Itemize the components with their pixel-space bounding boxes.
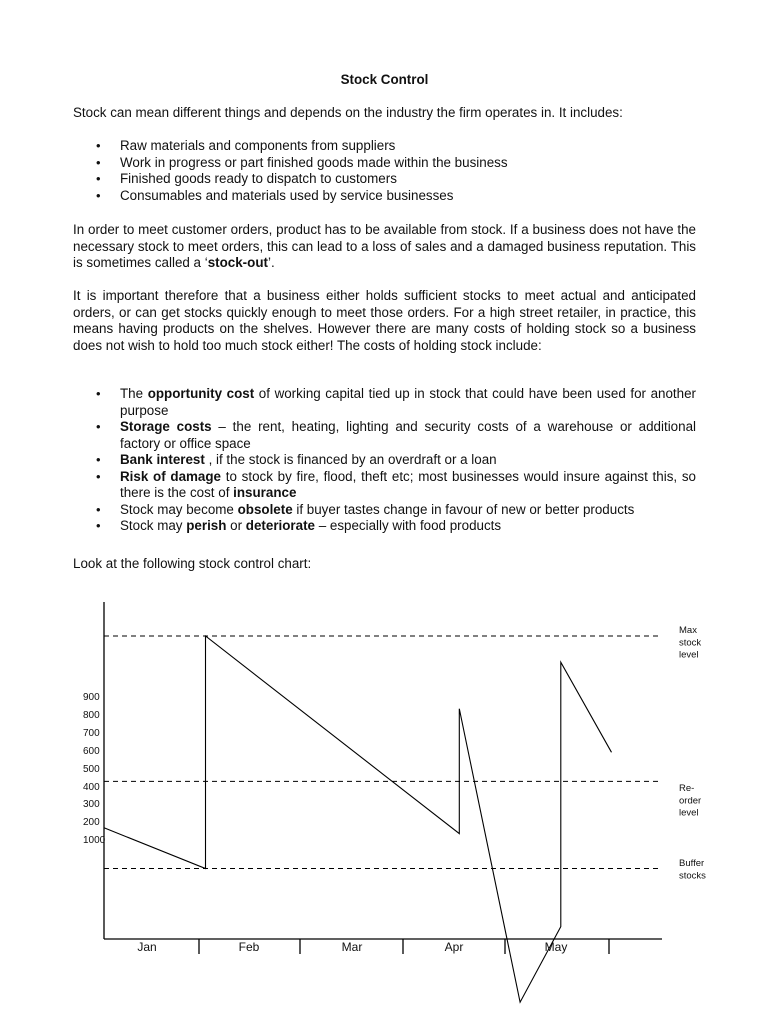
stock-out-paragraph xyxy=(73,222,696,272)
key-term: insurance xyxy=(233,485,297,500)
y-tick-label: 500 xyxy=(83,764,100,775)
y-tick-label: 300 xyxy=(83,799,100,810)
holding-costs-list xyxy=(73,386,696,535)
holding-cost-item xyxy=(73,419,696,452)
cost-text: – the rent, heating, lighting and security costs of a warehouse or additional factory or office space xyxy=(120,419,696,451)
y-tick-label: 900 xyxy=(83,692,100,703)
holding-cost-item xyxy=(73,452,696,469)
level-label: Re- xyxy=(679,783,695,794)
key-term: Risk of damage xyxy=(120,468,222,484)
holding-cost-item xyxy=(73,386,696,419)
y-tick-label: 600 xyxy=(83,746,100,757)
cost-text: Stock may xyxy=(120,518,187,533)
level-label: order xyxy=(679,795,702,807)
cost-text: to stock by fire, flood, theft etc; most businesses would insure against this, so there is the cost of xyxy=(120,468,696,500)
cost-text: Stock may become xyxy=(120,501,238,517)
document-title: Stock Control xyxy=(340,72,429,87)
level-label: Buffer xyxy=(679,858,705,869)
level-label: Max xyxy=(679,625,697,636)
stock-type-item: • Work in progress or part finished goods made within the business xyxy=(73,155,696,172)
y-tick-label: 700 xyxy=(83,728,100,739)
stock-type-item: • Finished goods ready to dispatch to customers xyxy=(73,171,696,188)
holding-cost-item xyxy=(73,469,696,502)
x-tick-label: Mar xyxy=(341,940,363,954)
y-tick-label: 400 xyxy=(83,782,100,793)
x-tick-label: Apr xyxy=(444,940,464,954)
x-tick-label: Feb xyxy=(238,940,260,954)
y-tick-label: 1000 xyxy=(83,835,106,846)
key-term: deteriorate xyxy=(245,518,315,533)
stock-types-list xyxy=(73,138,696,204)
key-term: obsolete xyxy=(237,501,293,517)
stock-type-item: • Consumables and materials used by service businesses xyxy=(73,188,696,205)
key-term: perish xyxy=(186,518,227,533)
holding-cost-item xyxy=(73,518,696,535)
cost-text: or xyxy=(226,518,246,533)
x-tick-label: May xyxy=(544,940,568,954)
stock-type-item: • Raw materials and components from suppliers xyxy=(73,138,696,155)
level-label: level xyxy=(679,649,699,661)
level-label: stocks xyxy=(679,870,706,882)
cost-text: , if the stock is financed by an overdraft or a loan xyxy=(204,452,497,467)
key-term: opportunity cost xyxy=(147,386,255,401)
cost-text: of working capital tied up in stock that could have been used for another purpose xyxy=(120,386,697,418)
cost-text: The xyxy=(120,386,148,401)
level-label: stock xyxy=(679,637,702,649)
key-term: Bank interest xyxy=(120,452,205,467)
y-tick-label: 200 xyxy=(83,817,100,828)
stock-out-term: stock-out xyxy=(207,255,268,270)
cost-text: – especially with food products xyxy=(315,518,502,533)
cost-text: if buyer tastes change in favour of new or better products xyxy=(292,501,635,517)
holding-stock-paragraph: It is important therefore that a business either holds sufficient stocks to meet actual and anticipated orders, or can get stocks quickly enough to meet those orders. For a high street retailer, in practice, this means having products on the shelves. However there are many costs of holding stock so a business does not wish to hold too much stock either! The costs of holding stock include: xyxy=(73,288,696,353)
stock-out-end: ’. xyxy=(267,255,275,270)
level-label: level xyxy=(679,807,699,819)
chart-intro: Look at the following stock control chart: xyxy=(73,556,312,571)
intro-paragraph: Stock can mean different things and depends on the industry the firm operates in. It includes: xyxy=(73,105,623,120)
x-tick-label: Jan xyxy=(137,940,157,954)
key-term: Storage costs xyxy=(120,419,212,434)
holding-cost-item xyxy=(73,502,696,519)
y-tick-label: 800 xyxy=(83,710,100,721)
stock-control-chart xyxy=(0,590,768,1024)
stock-out-text: In order to meet customer orders, product has to be available from stock. If a business does not have the necessary stock to meet orders, this can lead to a loss of sales and a damaged business reputation. This is sometimes called a ‘ xyxy=(73,222,696,270)
